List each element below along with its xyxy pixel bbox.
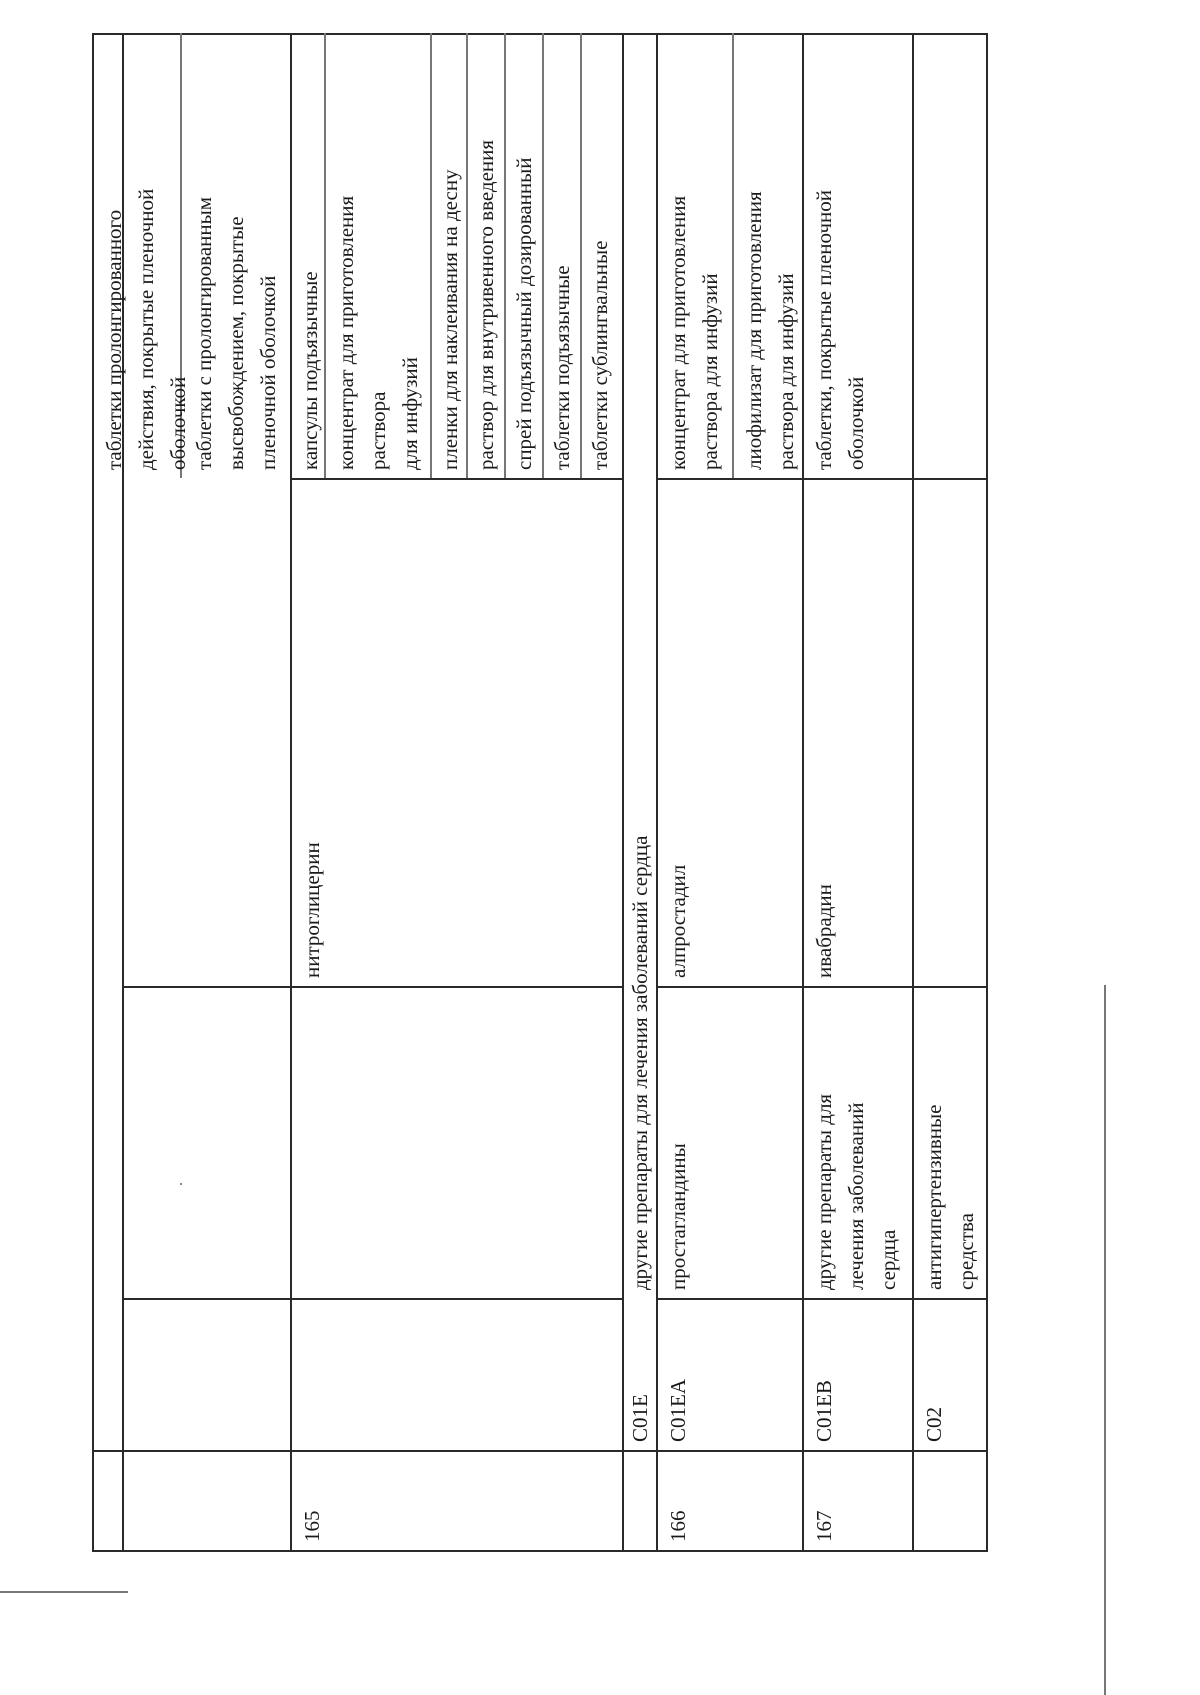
form-line: раствор для внутривенного введения [474,139,498,470]
subrow-line [504,33,506,478]
row-number: 167 [812,1510,836,1542]
group-code: C02 [922,1406,946,1442]
row-number: 166 [666,1510,690,1542]
table-border-left [92,33,94,1552]
form-line: таблетки с пролонгированным [192,196,216,470]
table-border-right [986,33,988,1552]
row-number: 165 [300,1510,324,1542]
form-line: высвобождением, покрытые [224,216,248,470]
atc-code: C01EA [666,1379,690,1442]
col-line-group [122,1298,986,1300]
scan-speck [180,1183,182,1185]
form-cell [662,196,726,470]
form-line: оболочкой [844,376,868,470]
form-cell [508,157,540,470]
drug-name: алпростадил [666,864,690,978]
form-cell [808,190,872,470]
form-line: таблетки сублингвальные [588,240,612,470]
drug-name: ивабрадин [812,884,836,978]
form-line: таблетки пролонгированного [102,209,126,470]
atc-code: C01EB [812,1380,836,1442]
row-line-c02 [912,33,914,1552]
form-cell [98,189,194,470]
col-line-code [92,1450,986,1452]
form-line: пленки для наклеивания на десну [438,169,462,470]
scan-edge-line [0,1591,128,1593]
group-row-mask-3 [622,1298,656,1300]
subrow-line [542,33,544,478]
group-name [808,1094,904,1290]
group-name: другие препараты для лечения заболеваний сердца [628,835,652,1290]
group-line: средства [954,1212,978,1290]
group-line: лечения заболеваний [844,1102,868,1290]
form-line: раствора [366,391,390,470]
form-cell [188,197,284,470]
table-border-top [92,33,988,35]
form-line: оболочкой [166,376,190,470]
group-name: простагландины [666,1143,690,1290]
group-line: сердца [876,1229,900,1290]
group-code: C01E [628,1394,652,1442]
form-line: спрей подъязычный дозированный [512,157,536,470]
form-cell [434,169,466,470]
form-line: капсулы подъязычные [298,271,322,470]
form-cell [470,140,502,470]
form-line: концентрат для приготовления [666,195,690,470]
group-line: антигипертензивные [922,1104,946,1290]
form-line: пленочной оболочкой [256,275,280,470]
col-line-drug [122,986,986,988]
form-cell [584,241,616,470]
subrow-line [732,33,734,478]
form-cell [546,265,578,470]
subrow-line [466,33,468,478]
form-line: концентрат для приготовления [334,195,358,470]
row-line-167 [802,33,804,1552]
drug-name: нитроглицерин [300,842,324,978]
form-line: действия, покрытые пленочной [134,188,158,470]
row-line-165 [290,33,292,1552]
form-cell [294,271,326,470]
form-line: раствора для инфузий [698,273,722,470]
group-line: другие препараты для [812,1093,836,1290]
scan-edge-line [1104,985,1106,1695]
group-name [918,1105,982,1290]
form-line: для инфузий [398,357,422,470]
table-border-bottom [92,1550,988,1552]
subrow-line [580,33,582,478]
form-cell [330,196,426,470]
subrow-line [430,33,432,478]
group-row-mask-2 [622,478,656,480]
form-cell [738,191,802,470]
row-line-c01e [622,33,624,1552]
form-line: раствора для инфузий [774,273,798,470]
row-line-166 [656,33,658,1552]
form-line: лиофилизат для приготовления [742,191,766,470]
form-line: таблетки подъязычные [550,265,574,470]
form-line: таблетки, покрытые пленочной [812,189,836,470]
